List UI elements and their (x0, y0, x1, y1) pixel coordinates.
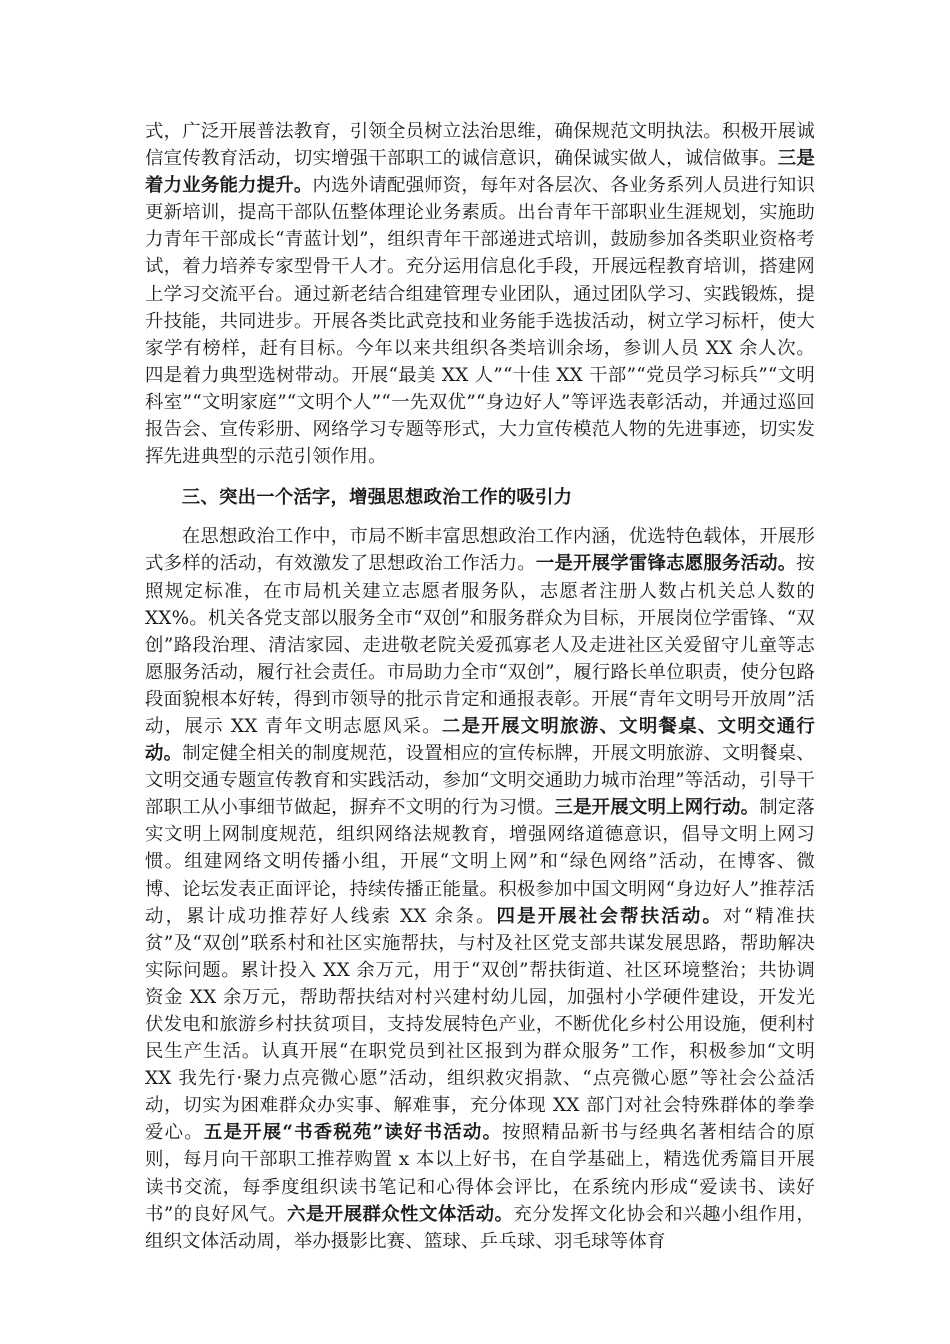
text-run: 对“精准扶贫”及“双创”联系村和社区实施帮扶，与村及社区党支部共谋发展思路，帮助解决实际问题。累计投入 XX 余万元，用于“双创”帮扶街道、社区环境整治；共协调资金 XX 余万元，帮助帮扶结对村兴建村幼儿园，加强村小学硬件建设，开发光伏发电和旅游乡村扶贫项目，支持发展特色产业，不断优化乡村公用设施，便利村民生产生活。认真开展“在职党员到社区报到为群众服务”工作，积极参加“文明 XX 我先行·聚力点亮微心愿”活动，组织救灾捐款、“点亮微心愿”等社会公益活动，切实为困难群众办实事、解难事，充分体现 XX 部门对社会特殊群体的拳拳爱心。 (145, 905, 815, 1144)
bold-run: 六是开展群众性文体活动。 (286, 1203, 514, 1225)
paragraph-section-three (145, 523, 815, 1255)
text-run: 在思想政治工作中，市局不断丰富思想政治工作内涵，优选特色载体，开展形式多样的活动，有效激发了思想政治工作活力。 (145, 526, 815, 575)
document-page (145, 118, 815, 1255)
text-run: 按照精品新书与经典名著相结合的原则，每月向干部职工推荐购置 x 本以上好书，在自学基础上，精选优秀篇目开展读书交流，每季度组织读书笔记和心得体会评比，在系统内形成“爱读书、读好书”的良好风气。 (145, 1122, 816, 1225)
bold-run: 二是开展文明旅游、文明餐桌、文明交通行动。 (145, 715, 815, 765)
bold-run: 三是开展文明上网行动。 (554, 797, 760, 819)
text-run: 式，广泛开展普法教育，引领全员树立法治思维，确保规范文明执法。积极开展诚信宣传教育活动，切实增强干部职工的诚信意识，确保诚实做人，诚信做事。 (145, 121, 815, 170)
text-run: 制定健全相关的制度规范，设置相应的宣传标牌，开展文明旅游、文明餐桌、文明交通专题宣传教育和实践活动，参加“文明交通助力城市治理”等活动，引导干部职工从小事细节做起，摒弃不文明的行为习惯。 (145, 743, 815, 819)
section-heading: 三、突出一个活字，增强思想政治工作的吸引力 (181, 487, 573, 509)
text-run: 内选外请配强师资，每年对各层次、各业务系列人员进行知识更新培训，提高干部队伍整体理论业务素质。出台青年干部职业生涯规划，实施助力青年干部成长“青蓝计划”，组织青年干部递进式培训，鼓励参加各类职业资格考试，着力培养专家型骨干人才。充分运用信息化手段，开展远程教育培训，搭建网上学习交流平台。通过新老结合组建管理专业团队，通过团队学习、实践锻炼，提升技能，共同进步。开展各类比武竞技和业务能手选拔活动，树立学习标杆，使大家学有榜样，赶有目标。今年以来共组织各类培训余场，参训人员 XX 余人次。四是着力典型选树带动。开展“最美 XX 人”“十佳 XX 干部”“党员学习标兵”“文明科室”“文明家庭”“文明个人”“一先双优”“身边好人”等评选表彰活动，并通过巡回报告会、宣传彩册、网络学习专题等形式，大力宣传模范人物的先进事迹，切实发挥先进典型的示范引领作用。 (145, 175, 815, 468)
bold-run: 五是开展“书香税苑”读好书活动。 (203, 1122, 503, 1144)
text-run: 制定落实文明上网制度规范，组织网络法规教育，增强网络道德意识，倡导文明上网习惯。组建网络文明传播小组，开展“文明上网”和“绿色网络”活动，在博客、微博、论坛发表正面评论，持续传播正能量。积极参加中国文明网“身边好人”推荐活动，累计成功推荐好人线索 XX 余条。 (145, 797, 816, 927)
bold-run: 一是开展学雷锋志愿服务活动。 (535, 553, 797, 575)
text-run: 按照规定标准，在市局机关建立志愿者服务队，志愿者注册人数占机关总人数的 XX%。机关各党支部以服务全市“双创”和服务群众为目标，开展岗位学雷锋、“双创”路段治理、清洁家园、走进敬老院关爱孤寡老人及走进社区关爱留守儿童等志愿服务活动，履行社会责任。市局助力全市“双创”，履行路长单位职责，使分包路段面貌根本好转，得到市领导的批示肯定和通报表彰。开展“青年文明号开放周”活动，展示 XX 青年文明志愿风采。 (145, 553, 815, 737)
bold-run: 四是开展社会帮扶活动。 (496, 905, 724, 927)
paragraph-continued (145, 118, 815, 470)
bold-run: 三是着力业务能力提升。 (145, 148, 815, 197)
text-run: 充分发挥文化协会和兴趣小组作用，组织文体活动周，举办摄影比赛、篮球、乒乓球、羽毛球等体育 (145, 1203, 815, 1252)
